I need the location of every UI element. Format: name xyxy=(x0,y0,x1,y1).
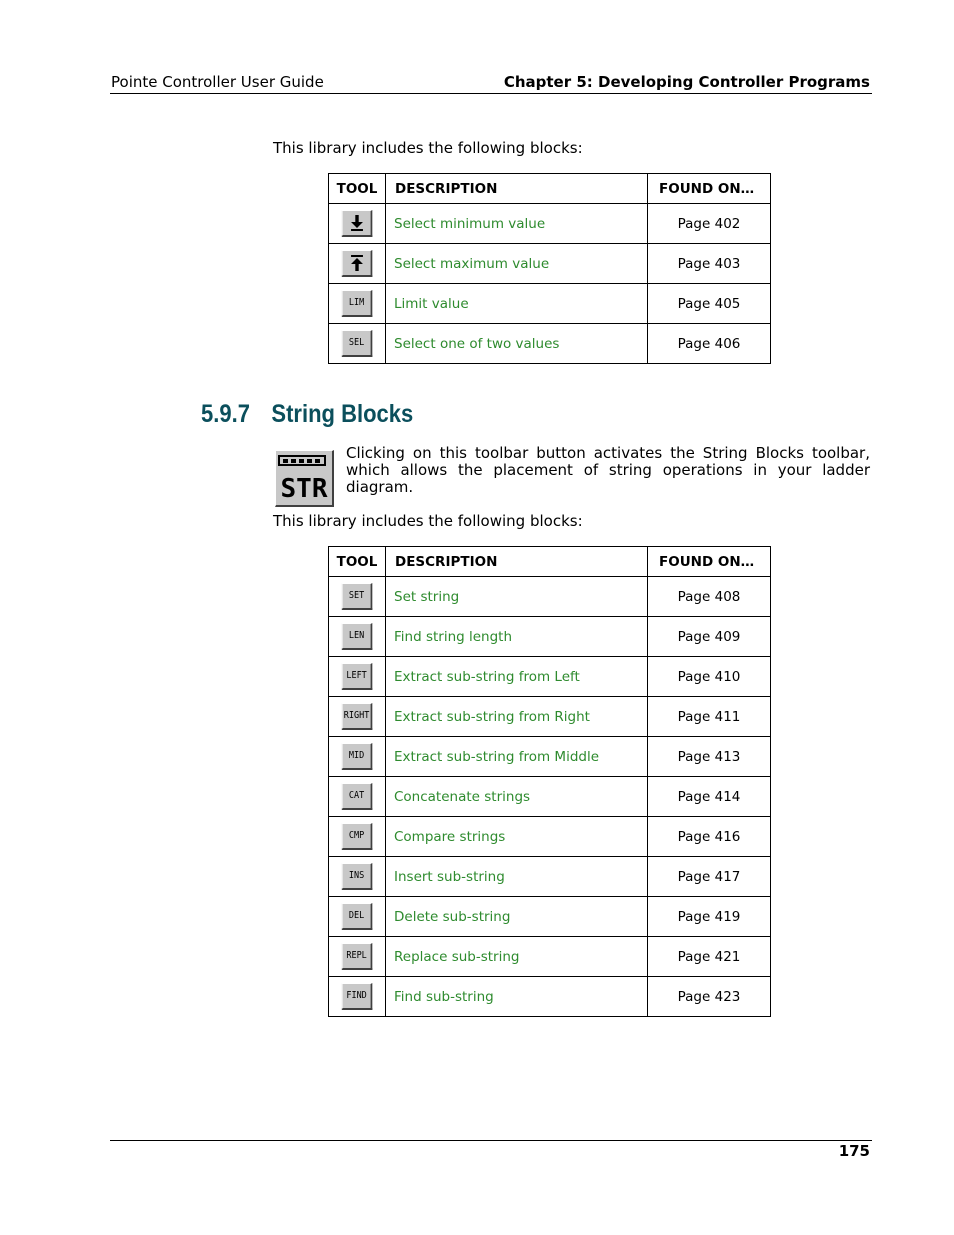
section-number: 5.9.7 xyxy=(201,400,250,428)
page-reference: Page 409 xyxy=(648,617,771,657)
page-reference: Page 410 xyxy=(648,657,771,697)
description-link[interactable]: Extract sub-string from Right xyxy=(386,697,648,737)
table-row xyxy=(329,617,771,657)
table-row xyxy=(329,244,771,284)
set-tool-icon[interactable]: SET xyxy=(342,583,373,610)
section-paragraph: Clicking on this toolbar button activates the String Blocks toolbar, which allows the placement of string operations in your ladder diagram. xyxy=(346,444,870,496)
table-row xyxy=(329,737,771,777)
tool-cell xyxy=(329,777,386,817)
tool-cell xyxy=(329,657,386,697)
select-min-icon[interactable] xyxy=(342,210,373,237)
description-link[interactable]: Extract sub-string from Middle xyxy=(386,737,648,777)
page-reference: Page 414 xyxy=(648,777,771,817)
table-header-row xyxy=(329,547,771,577)
table-row xyxy=(329,204,771,244)
description-link[interactable]: Select minimum value xyxy=(386,204,648,244)
running-header-chapter: Chapter 5: Developing Controller Programs xyxy=(503,73,870,91)
page-reference: Page 413 xyxy=(648,737,771,777)
description-link[interactable]: Select one of two values xyxy=(386,324,648,364)
section-heading xyxy=(201,400,413,429)
tool-cell xyxy=(329,577,386,617)
description-link[interactable]: Insert sub-string xyxy=(386,857,648,897)
tool-cell xyxy=(329,204,386,244)
table-row xyxy=(329,977,771,1017)
tool-cell xyxy=(329,284,386,324)
string-blocks-toolbar-icon[interactable] xyxy=(275,450,334,507)
page-reference: Page 405 xyxy=(648,284,771,324)
header-rule xyxy=(110,93,872,94)
description-link[interactable]: Set string xyxy=(386,577,648,617)
left-tool-icon[interactable]: LEFT xyxy=(342,663,373,690)
find-tool-icon[interactable]: FIND xyxy=(342,983,373,1010)
table-row xyxy=(329,657,771,697)
str-icon-label: STR xyxy=(280,474,328,504)
page-reference: Page 402 xyxy=(648,204,771,244)
section-title: String Blocks xyxy=(271,400,414,428)
description-link[interactable]: Find string length xyxy=(386,617,648,657)
description-link[interactable]: Concatenate strings xyxy=(386,777,648,817)
select-max-icon[interactable] xyxy=(342,250,373,277)
table-row xyxy=(329,577,771,617)
description-link[interactable]: Delete sub-string xyxy=(386,897,648,937)
right-tool-icon[interactable]: RIGHT xyxy=(342,703,373,730)
cmp-tool-icon[interactable]: CMP xyxy=(342,823,373,850)
running-header-title: Pointe Controller User Guide xyxy=(111,73,324,91)
tool-cell xyxy=(329,977,386,1017)
tool-cell xyxy=(329,617,386,657)
description-link[interactable]: Select maximum value xyxy=(386,244,648,284)
description-link[interactable]: Find sub-string xyxy=(386,977,648,1017)
col-header-found-on: FOUND ON… xyxy=(648,547,771,577)
page-reference: Page 423 xyxy=(648,977,771,1017)
math-blocks-table xyxy=(328,173,771,364)
col-header-tool: TOOL xyxy=(329,174,386,204)
page-reference: Page 417 xyxy=(648,857,771,897)
description-link[interactable]: Compare strings xyxy=(386,817,648,857)
table-row xyxy=(329,817,771,857)
description-link[interactable]: Limit value xyxy=(386,284,648,324)
col-header-description: DESCRIPTION xyxy=(386,547,648,577)
intro-text-2: This library includes the following blocks: xyxy=(273,512,583,530)
len-tool-icon[interactable]: LEN xyxy=(342,623,373,650)
cat-tool-icon[interactable]: CAT xyxy=(342,783,373,810)
page-reference: Page 421 xyxy=(648,937,771,977)
ins-tool-icon[interactable]: INS xyxy=(342,863,373,890)
page-number: 175 xyxy=(838,1142,870,1160)
table-header-row xyxy=(329,174,771,204)
col-header-found-on: FOUND ON… xyxy=(648,174,771,204)
page-reference: Page 416 xyxy=(648,817,771,857)
page-reference: Page 406 xyxy=(648,324,771,364)
page-reference: Page 411 xyxy=(648,697,771,737)
tool-cell xyxy=(329,244,386,284)
tool-cell xyxy=(329,817,386,857)
table-row xyxy=(329,284,771,324)
repl-tool-icon[interactable]: REPL xyxy=(342,943,373,970)
col-header-description: DESCRIPTION xyxy=(386,174,648,204)
tool-cell xyxy=(329,937,386,977)
sel-tool-icon[interactable]: SEL xyxy=(342,330,373,357)
description-link[interactable]: Extract sub-string from Left xyxy=(386,657,648,697)
page-reference: Page 403 xyxy=(648,244,771,284)
page-reference: Page 408 xyxy=(648,577,771,617)
tool-cell xyxy=(329,897,386,937)
table-row xyxy=(329,937,771,977)
tool-cell xyxy=(329,737,386,777)
col-header-tool: TOOL xyxy=(329,547,386,577)
page-reference: Page 419 xyxy=(648,897,771,937)
tool-cell xyxy=(329,324,386,364)
intro-text-1: This library includes the following blocks: xyxy=(273,139,583,157)
mid-tool-icon[interactable]: MID xyxy=(342,743,373,770)
lim-tool-icon[interactable]: LIM xyxy=(342,290,373,317)
table-row xyxy=(329,324,771,364)
table-row xyxy=(329,697,771,737)
del-tool-icon[interactable]: DEL xyxy=(342,903,373,930)
tool-cell xyxy=(329,697,386,737)
table-row xyxy=(329,857,771,897)
footer-rule xyxy=(110,1140,872,1141)
table-row xyxy=(329,777,771,817)
tool-cell xyxy=(329,857,386,897)
table-row xyxy=(329,897,771,937)
string-blocks-table xyxy=(328,546,771,1017)
description-link[interactable]: Replace sub-string xyxy=(386,937,648,977)
